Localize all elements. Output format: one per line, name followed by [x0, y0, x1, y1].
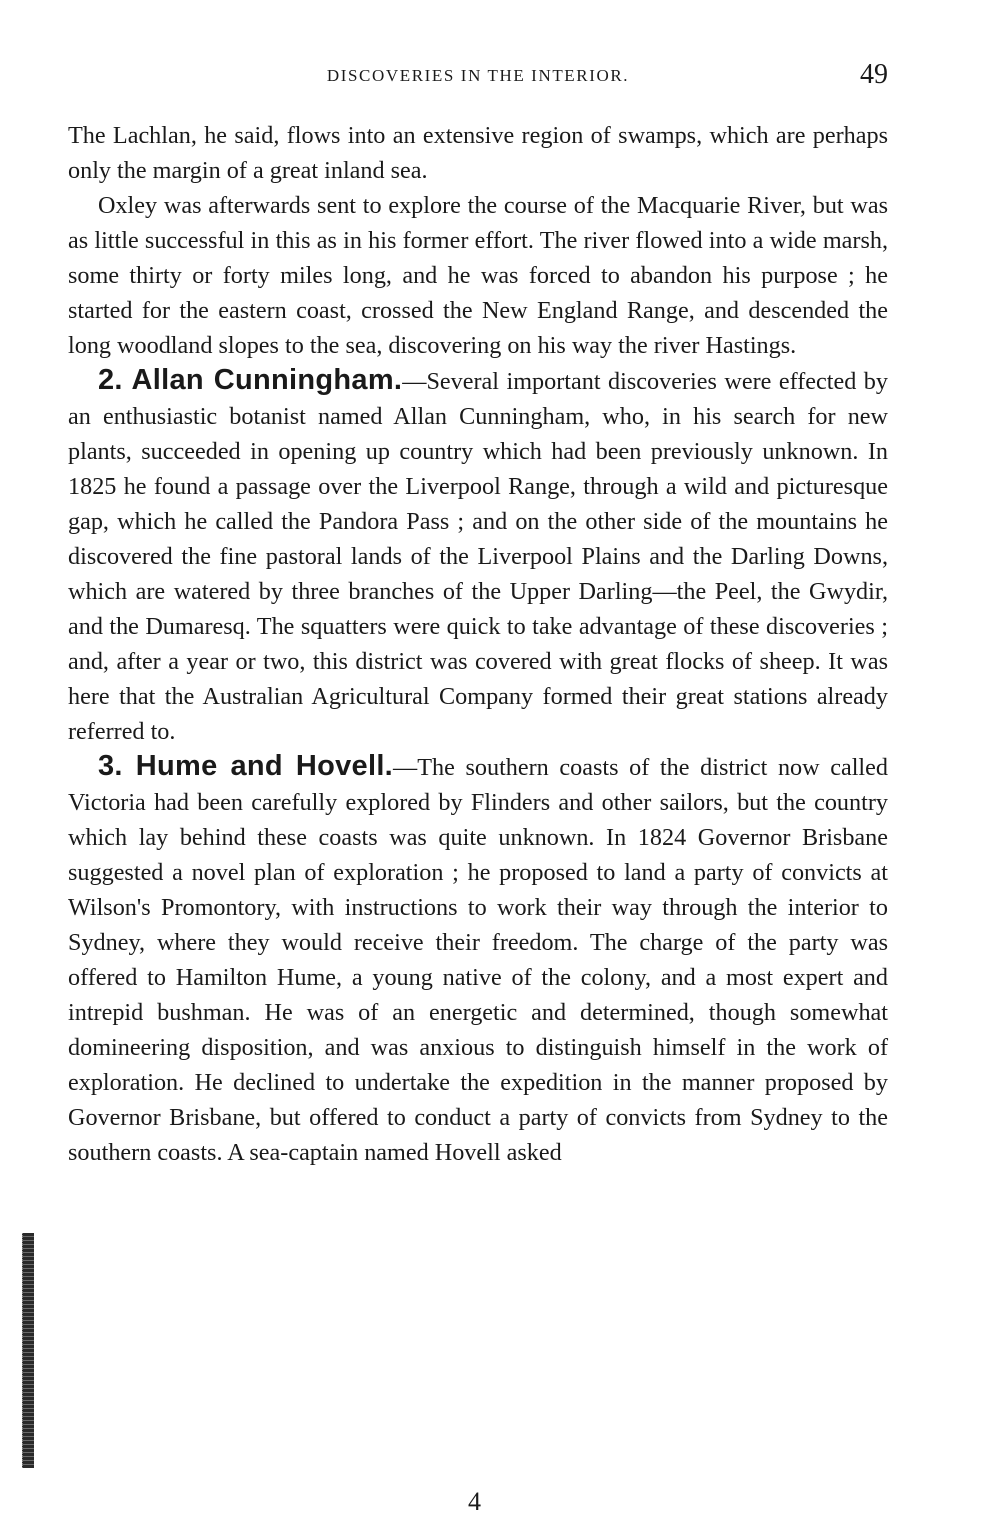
- section-text-cunningham: —Several important discoveries were effected by an enthusiastic botanist named Allan Cunningham, who, in his search for new plants, succeeded in opening up country which had been previously unknown. In 1825 he found a passage over the Liverpool Range, through a wild and picturesque gap, which he called the Pandora Pass ; and on the other side of the mountains he discovered the fine pastoral lands of the Liverpool Plains and the Darling Downs, which are watered by three branches of the Upper Darling—the Peel, the Gwydir, and the Dumaresq. The squatters were quick to take advantage of these discoveries ; and, after a year or two, this district was covered with great flocks of sheep. It was here that the Australian Agricultural Company formed their great stations already referred to.: [68, 368, 888, 745]
- section-hume-hovell: [68, 749, 888, 1170]
- running-head: [68, 58, 888, 98]
- running-title: DISCOVERIES IN THE INTERIOR.: [326, 66, 630, 85]
- section-heading-hume-hovell: 3. Hume and Hovell.: [98, 750, 394, 782]
- signature-mark: 4: [468, 1487, 481, 1516]
- paragraph-lachlan: The Lachlan, he said, flows into an extensive region of swamps, which are perhaps only the margin of a great inland sea.: [68, 122, 888, 184]
- paragraph-oxley: Oxley was afterwards sent to explore the course of the Macquarie River, but was as little successful in this as in his former effort. The river flowed into a wide marsh, some thirty or forty miles long, and he was forced to abandon his purpose ; he started for the eastern coast, crossed the New England Range, and descended the long woodland slopes to the sea, discovering on his way the river Hastings.: [68, 192, 888, 359]
- book-page: [68, 58, 888, 1170]
- margin-scan-mark: [22, 1233, 34, 1468]
- section-heading-cunningham: 2. Allan Cunningham.: [98, 364, 403, 396]
- body-text: [68, 118, 888, 1170]
- section-cunningham: [68, 363, 888, 749]
- page-number: 49: [860, 59, 888, 90]
- section-text-hume-hovell: —The southern coasts of the district now called Victoria had been carefully explored by Flinders and other sailors, but the country which lay behind these coasts was quite unknown. In 1824 Governor Brisbane suggested a novel plan of exploration ; he proposed to land a party of convicts at Wilson's Promontory, with instructions to work their way through the interior to Sydney, where they would receive their freedom. The charge of the party was offered to Hamilton Hume, a young native of the colony, and a most expert and intrepid bushman. He was of an energetic and determined, though somewhat domineering disposition, and was anxious to distinguish himself in the work of exploration. He declined to undertake the expedition in the manner proposed by Governor Brisbane, but offered to conduct a party of convicts from Sydney to the southern coasts. A sea-captain named Hovell asked: [68, 754, 888, 1166]
